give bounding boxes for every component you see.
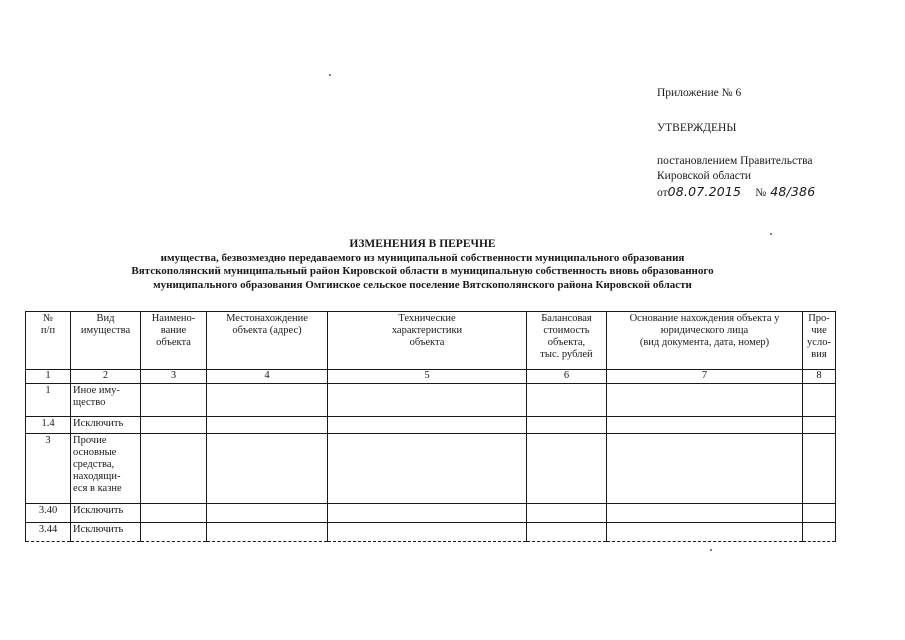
changes-table (25, 311, 836, 542)
table-cell (803, 523, 836, 542)
document-heading (20, 238, 825, 292)
table-cell: Исключить (71, 417, 141, 434)
column-header: Балансовая стоимость объекта, тыс. рублей (527, 312, 607, 370)
table-cell (803, 384, 836, 417)
column-number-cell: 1 (26, 370, 71, 384)
column-number-cell: 2 (71, 370, 141, 384)
approved-label: УТВЕРЖДЕНЫ (657, 122, 737, 134)
heading-line-2: Вятскополянский муниципальный район Кировской области в муниципальную собственность вновь образованного (131, 265, 714, 277)
table-cell (207, 417, 328, 434)
column-number-row (26, 370, 836, 384)
column-header: Местонахождение объекта (адрес) (207, 312, 328, 370)
table-cell (607, 504, 803, 523)
table-cell (141, 504, 207, 523)
column-number-cell: 3 (141, 370, 207, 384)
number-sign: № (755, 187, 767, 199)
table-header (26, 312, 836, 370)
scan-speck (770, 233, 772, 235)
resolution-date-row (657, 184, 815, 201)
table-cell (527, 434, 607, 504)
table-cell (527, 504, 607, 523)
table-cell (527, 384, 607, 417)
table-cell (328, 504, 527, 523)
table-cell (803, 434, 836, 504)
handwritten-date: 08.07.2015 (667, 184, 742, 199)
table-cell (207, 504, 328, 523)
table-cell (207, 523, 328, 542)
table-cell (207, 384, 328, 417)
table-cell: 3.44 (26, 523, 71, 542)
column-header: № п/п (26, 312, 71, 370)
column-number-cell: 7 (607, 370, 803, 384)
table-cell (141, 523, 207, 542)
table-cell: Исключить (71, 523, 141, 542)
table-row (26, 434, 836, 504)
resolution-line-1: постановлением Правительства (657, 155, 813, 167)
resolution-reference (657, 154, 815, 201)
table-cell (607, 417, 803, 434)
column-header: Технические характеристики объекта (328, 312, 527, 370)
resolution-line-2: Кировской области (657, 170, 752, 182)
header-row (26, 312, 836, 370)
table-row (26, 384, 836, 417)
column-header: Наимено- вание объекта (141, 312, 207, 370)
column-header: Основание нахождения объекта у юридического лица (вид документа, дата, номер) (607, 312, 803, 370)
column-header: Про- чие усло- вия (803, 312, 836, 370)
document-title: ИЗМЕНЕНИЯ В ПЕРЕЧНЕ (349, 238, 496, 250)
table-cell (607, 384, 803, 417)
table-cell: 1.4 (26, 417, 71, 434)
column-number-cell: 5 (328, 370, 527, 384)
table-cell (803, 417, 836, 434)
table-cell (328, 434, 527, 504)
date-prefix: от (657, 187, 668, 199)
table-cell (141, 434, 207, 504)
appendix-number: Приложение № 6 (657, 87, 742, 99)
table-cell (141, 417, 207, 434)
table-row (26, 523, 836, 542)
column-header: Вид имущества (71, 312, 141, 370)
table-cell: Иное иму- щество (71, 384, 141, 417)
column-number-cell: 4 (207, 370, 328, 384)
table-cell (607, 434, 803, 504)
table-cell (607, 523, 803, 542)
handwritten-number: 48/386 (770, 184, 816, 199)
table-row (26, 504, 836, 523)
column-number-cell: 8 (803, 370, 836, 384)
table-cell: 3.40 (26, 504, 71, 523)
heading-line-1: имущества, безвозмездно передаваемого из муниципальной собственности муниципального образования (160, 251, 685, 264)
table-body (26, 370, 836, 542)
scan-speck (710, 549, 712, 551)
table-cell (141, 384, 207, 417)
table-cell: 3 (26, 434, 71, 504)
table-cell (328, 384, 527, 417)
table-cell (527, 523, 607, 542)
table-cell (803, 504, 836, 523)
table-cell: 1 (26, 384, 71, 417)
table-cell: Исключить (71, 504, 141, 523)
scan-speck (329, 74, 331, 76)
table-cell (328, 523, 527, 542)
table-row (26, 417, 836, 434)
table-cell (328, 417, 527, 434)
heading-line-3: муниципального образования Омгинское сельское поселение Вятскополянского района Кировской области (153, 278, 692, 291)
table-cell (527, 417, 607, 434)
column-number-cell: 6 (527, 370, 607, 384)
table-cell: Прочие основные средства, находящи- еся в казне (71, 434, 141, 504)
table-cell (207, 434, 328, 504)
